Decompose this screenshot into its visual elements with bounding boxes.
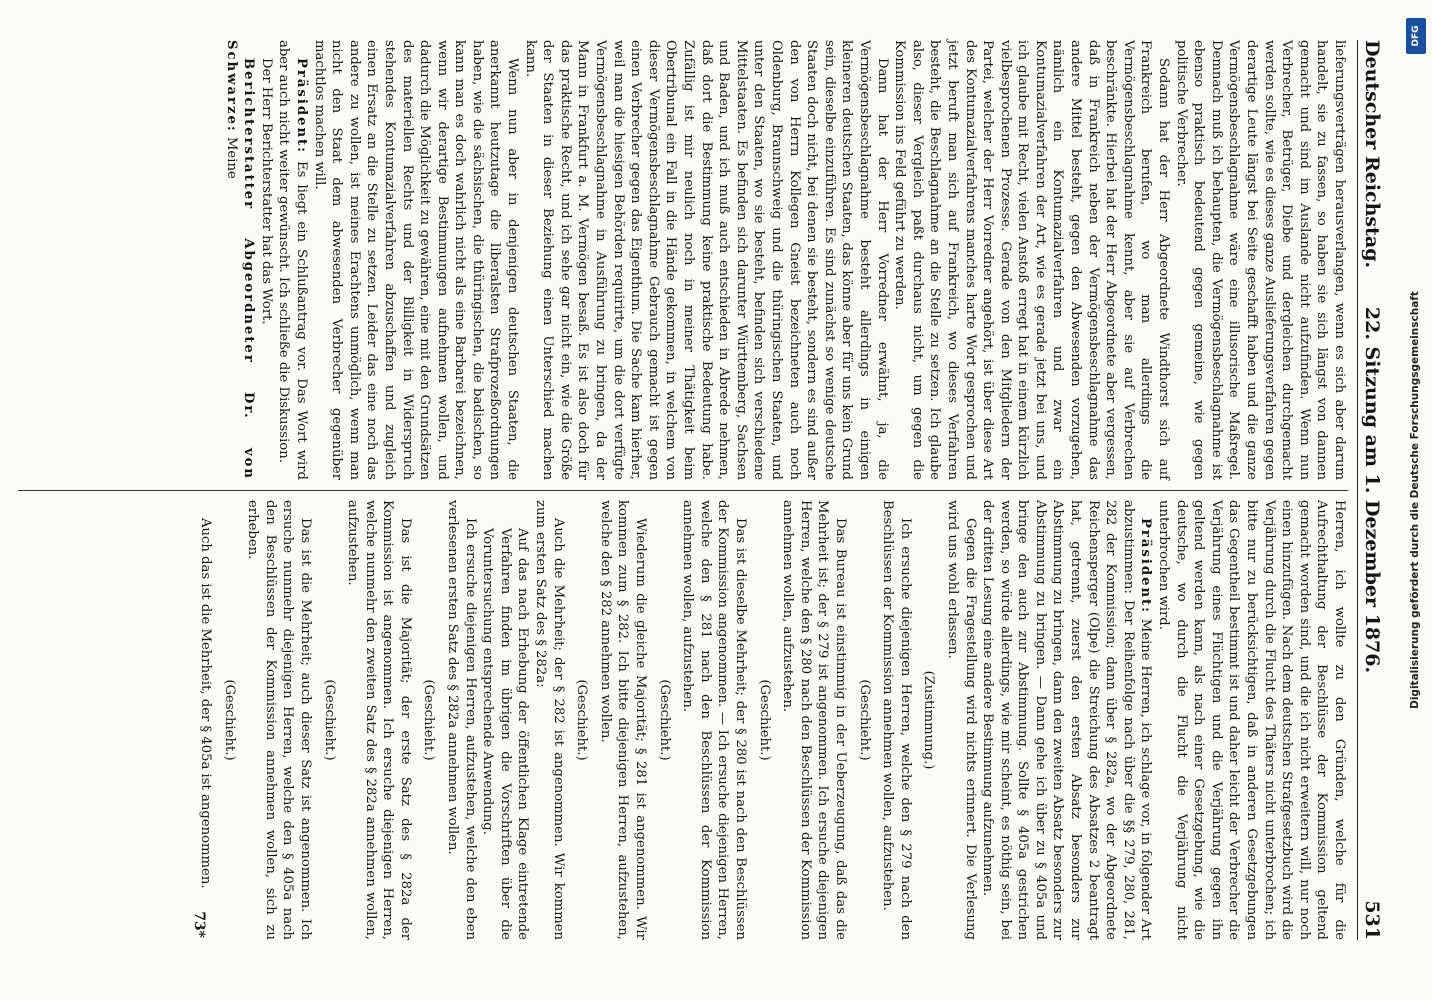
column-divider	[18, 490, 1348, 491]
left-text-column	[222, 40, 1348, 480]
stage-direction: (Geschieht.)	[574, 679, 590, 761]
text-paragraph: Wiederum die gleiche Majorität; § 281 ist angenommen. Wir kommen zum § 282. Ich bitte diejenigen Herren, aufzustehen, welche den § 282 annehmen wollen.	[597, 500, 649, 940]
page-number: 531	[1361, 900, 1383, 940]
dfg-logo-icon	[1406, 18, 1426, 54]
header-publication: Deutscher Reichstag.	[1361, 40, 1383, 269]
stage-direction: (Geschieht.)	[421, 679, 437, 761]
speaker-name: Präsident:	[293, 58, 309, 155]
logo-text: DFG	[1411, 25, 1421, 47]
text-paragraph: Das ist die Majorität; der erste Satz des § 282a der Kommission ist angenommen. Ich ersuche diejenigen Herren, welche nunmehr den zweiten Satz des § 282a annehmen wollen, aufzustehen.	[345, 500, 413, 940]
stage-direction: (Zustimmung.)	[921, 670, 937, 770]
digitization-stamp	[1404, 18, 1426, 982]
stage-direction: (Geschieht.)	[656, 679, 672, 761]
text-paragraph: Dann hat der Herr Vorredner erwähnt, ja, die Vermögensbeschlagnahme besteht allerdings in einigen kleineren deutschen Staaten, das könne aber für uns kein Grund sein, dieselbe einzuführen. Es sind zunächst so wenige deutsche Staaten doch nicht, bei denen sie besteht, sondern es sind außer den von Herrn Kollegen Gneist bezeichneten auch noch Oldenburg, Braunschweig und die thüringischen Staaten, und unter den Staaten, wo sie besteht, befinden sich verschiedene Mittelstaaten. Es befinden sich darunter Württemberg, Sachsen und Baden, und ich muß auch entschieden in Abrede nehmen, daß dort die Bestimmung keine praktische Bedeutung habe. Zufällig ist mir neulich noch in meiner Thätigkeit beim Obertribunal ein Fall in die Hände gekommen, in welchem von dieser Vermögensbeschlagnahme Gebrauch gemacht ist gegen einen Verbrecher gegen das Eigenthum. Die Sache kam hierher, weil man die hiesigen Behörden requirirte, um die dort verfügte Vermögensbeschlagnahme in Ausführung zu bringen, da der Mann in Frankfurt a. M. Vermögen besaß. Es ist also doch für das praktische Recht, und ich sehe gar nicht ein, wie die Größe der Staaten in dieser Beziehung einen Unterschied machen kann.	[522, 40, 890, 480]
speech-text: Meine Herren, ich schlage vor, in folgender Art abzustimmen: Der Reihenfolge nach über die §§ 279, 280, 281, 282 der Kommission; dann über § 282a, wo der Abgeordnete Reichensperger (Olpe) die Streichung des Absatzes 2 beantragt hat, getrennt, zuerst den ersten Absatz besonders zur Abstimmung zu bringen, dann den zweiten Absatz besonders zur Abstimmung zu bringen. — Dann gehe ich über zu § 405a und bringe den auch zur Abstimmung. Sollte § 405a gestrichen werden, so würde allerdings, wie mir scheint, es nöthig sein, bei der dritten Lesung eine andere Bestimmung aufzunehmen.	[980, 500, 1154, 940]
right-text-column	[196, 500, 1348, 940]
text-paragraph: Das ist die Mehrheit; auch dieser Satz ist angenommen. Ich ersuche nunmehr diejenigen Herren, welche den § 405a nach den Beschlüssen der Kommission annehmen wollen, sich zu erheben.	[245, 500, 313, 940]
text-paragraph: Herren, ich wollte zu den Gründen, welche für die Aufrechthaltung der Beschlüsse der Kommission geltend gemacht worden sind, und die ich nicht erweitern will, nur noch einen hinzufügen. Nach dem deutschen Strafgesetzbuch wird die Verjährung durch die Flucht des Thäters nicht unterbrochen; ich bitte nur zu berücksichtigen, daß in anderen Gesetzgebungen das Gegentheil bestimmt ist und daher leicht der Verbrecher die Verjährung eines Flüchtigen und die Verjährung gegen ihn geltend werden kann, als nach einer Gesetzgebung, wie die deutsche, wo durch die Flucht die Verjährung nicht unterbrochen wird.	[1156, 500, 1347, 940]
speech-text: Es liegt ein Schlußantrag vor. Das Wort wird aber auch nicht weiter gewünscht. Ich schließe die Diskussion.	[276, 40, 309, 480]
text-paragraph: Gegen die Fragestellung wird nichts erinnert. Die Verlesung wird uns wohl erlassen.	[944, 500, 978, 940]
speech-paragraph	[222, 40, 257, 480]
text-paragraph: Auch das ist die Mehrheit, der § 405a ist angenommen.	[197, 518, 213, 889]
signature-mark: 73*	[191, 911, 207, 938]
stamp-text: Digitalisierung gefördert durch die Deutsche Forschungsgemeinschaft	[1409, 291, 1421, 709]
page-header	[1357, 40, 1384, 940]
text-paragraph: Auch die Mehrheit; der § 282 ist angenommen. Wir kommen zum ersten Satz des § 282a:	[533, 500, 566, 940]
text-paragraph: Ich ersuche diejenigen Herren, aufzustehen, welche den eben verlesenen ersten Satz des § 282a annehmen wollen.	[445, 500, 478, 940]
text-paragraph: Der Herr Berichterstatter hat das Wort.	[258, 58, 274, 325]
text-paragraph: lieferungsverträgen herausverlangen, wenn es sich aber darum handelt, sie zu fassen, so haben sie sich längst von dannen gemacht und sind im Auslande nicht aufzufinden. Wenn nun Verbrecher, Betrüger, Diebe und dergleichen durchgemacht werden sollte, wie es dieses ganze Auslieferungsverfahren gegen derartige Leute längst bei Seite geschafft haben und die ganze Vermögensbeschlagnahme wäre eine illusorische Maßregel. Demnach muß ich behaupten, die Vermögensbeschlagnahme ist ebenso praktisch bedeutend gegen gemeine, wie gegen politische Verbrecher.	[1173, 40, 1347, 480]
stage-direction: (Geschieht.)	[856, 679, 872, 761]
stage-direction: (Geschieht.)	[321, 679, 337, 761]
speaker-name: Berichterstatter Abgeordneter Dr. von Schwarze:	[223, 40, 257, 480]
text-paragraph: Das ist dieselbe Mehrheit; der § 280 ist nach den Beschlüssen der Kommission angenommen. — Ich ersuche diejenigen Herren, welche den § 281 nach den Beschlüssen der Kommission annehmen wollen, aufzustehen.	[680, 500, 748, 940]
header-session: 22. Sitzung am 1. Dezember 1876.	[1361, 306, 1383, 674]
text-paragraph: Das Bureau ist einstimmig in der Ueberzeugung, daß das die Mehrheit ist; der § 279 ist angenommen. Ich ersuche diejenigen Herren, welche den § 280 nach den Beschlüssen der Kommission annehmen wollen, aufzustehen.	[780, 500, 848, 940]
speech-text: Meine	[223, 132, 239, 179]
text-paragraph: Wenn nun aber in denjenigen deutschen Staaten, die anerkannt heutzutage die liberalsten Strafprozeßordnungen haben, wie die sächsischen, die thüringischen, die badischen, so kann man es doch wahrlich nicht als eine Barbarei bezeichnen, wenn wir derartige Bestimmungen aufnehmen wollen, und dadurch die Möglichkeit zu gewähren, eine mit den Grundsätzen des materiellen Rechts und der Billigkeit in Widerspruch stehendes Kontumazialverfahren abzuschaffen und zugleich einen Ersatz an die Stelle zu setzen. Leider das eine noch das andere zu wollen, ist meines Erachtens unmöglich, wenn man nicht den Staat dem abwesenden Verbrecher gegenüber machtlos machen will.	[311, 40, 521, 480]
speech-paragraph	[275, 40, 310, 480]
stage-direction: (Geschieht.)	[221, 679, 237, 761]
stage-direction: (Geschieht.)	[756, 679, 772, 761]
text-paragraph: Ich ersuche diejenigen Herren, welche den § 279 nach den Beschlüssen der Kommission annehmen wollen, aufzustehen.	[880, 500, 913, 940]
speaker-name: Präsident:	[1138, 518, 1154, 615]
quoted-paragraph: Auf das nach Erhebung der öffentlichen Klage eintretende Verfahren finden im übrigen die Vorschriften über die Voruntersuchung entsprechende Anwendung.	[480, 528, 531, 940]
text-paragraph: Sodann hat der Herr Abgeordnete Windthorst sich auf Frankreich berufen, wo man allerdings die Vermögensbeschlagnahme kennt, aber sie auf Verbrechen beschränkte. Hierbei hat der Herr Abgeordnete aber vergessen, daß in Frankreich neben der Vermögensbeschlagnahme das andere Mittel besteht, gegen den Abwesenden vorzugehen, nämlich ein Kontumazialverfahren und zwar ein Kontumazialverfahren der Art, wie es gerade jetzt bei uns, und ich glaube mit Recht, vielen Anstoß erregt hat in einem kürzlich vielbesprochenen Prozesse. Gerade von den Mitgliedern der Partei, welcher der Herr Vorredner angehört, ist über diese Art des Kontumazialverfahrens manches harte Wort gesprochen und jetzt beruft man sich auf Frankreich, wo dieses Verfahren besteht, die Beschlagnahme an die Stelle zu setzen. Ich glaube also, dieser Vergleich paßt durchaus nicht, um gegen die Kommission ins Feld geführt zu werden.	[892, 40, 1172, 480]
speech-paragraph	[979, 500, 1155, 940]
